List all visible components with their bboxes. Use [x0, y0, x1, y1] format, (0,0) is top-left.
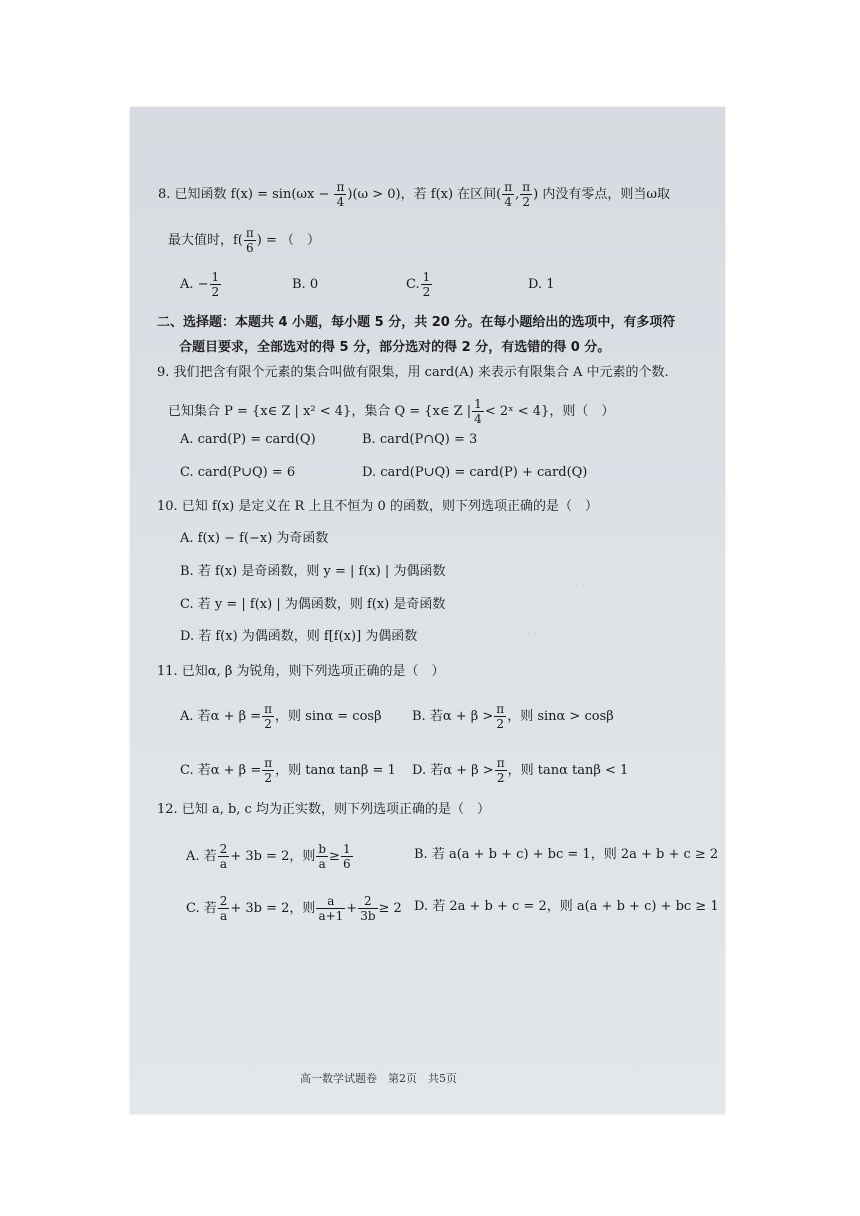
pi-over-2: $\frac{\pi}{2}$ [496, 702, 505, 731]
q9-option-a: A. card(P) = card(Q) [180, 432, 316, 447]
q9-option-c: C. card(P∪Q) = 6 [180, 465, 296, 480]
q8-option-a: A. − $\frac{1}{2}$ [180, 270, 220, 299]
fraction-one-half: $\frac{1}{2}$ [422, 270, 431, 299]
q9-stem: 9. 我们把含有限个元素的集合叫做有限集，用 card(A) 来表示有限集合 A 中元素的个数. [157, 365, 669, 380]
q12-option-d: D. 若 2a + b + c = 2，则 a(a + b + c) + bc ≥ 1 [414, 899, 719, 914]
pi-over-2: $\frac{\pi}{2}$ [496, 756, 505, 785]
q10-option-d: D. 若 f(x) 为偶函数，则 f[f(x)] 为偶函数 [180, 629, 418, 644]
pi-over-6: $\frac{\pi}{6}$ [245, 226, 254, 255]
pi-over-2: $\frac{\pi}{2}$ [264, 756, 273, 785]
fraction-a-over-a-plus-1: $\frac{a}{a+1}$ [318, 894, 344, 923]
section2-heading: 二、选择题：本题共 4 小题，每小题 5 分，共 20 分。在每小题给出的选项中，有多项符 [157, 315, 676, 330]
q12-option-b: B. 若 a(a + b + c) + bc = 1，则 2a + b + c ≥ 2 [414, 847, 719, 862]
q8-option-d: D. 1 [528, 277, 555, 292]
bleed-through: · · · · · · · · [540, 578, 593, 591]
q10-stem: 10. 已知 f(x) 是定义在 R 上且不恒为 0 的函数，则下列选项正确的是（ ） [157, 499, 598, 514]
q11-option-c: C. 若α + β = $\frac{\pi}{2}$ ，则 tanα tanβ = 1 [180, 756, 396, 785]
q10-option-a: A. f(x) − f(−x) 为奇函数 [180, 531, 329, 546]
page-footer: 高一数学试题卷 第2页 共5页 [300, 1072, 457, 1085]
q11-option-b: B. 若α + β > $\frac{\pi}{2}$ ，则 sinα > cosβ [412, 702, 614, 731]
q10-option-c: C. 若 y = | f(x) | 为偶函数，则 f(x) 是奇函数 [180, 597, 446, 612]
fraction-2-over-a: $\frac{2}{a}$ [219, 894, 228, 923]
fraction-2-over-a: $\frac{2}{a}$ [219, 842, 228, 871]
fraction-1-over-6: $\frac{1}{6}$ [342, 842, 351, 871]
pi-over-2: $\frac{\pi}{2}$ [264, 702, 273, 731]
bleed-through: · · · · · · · · [520, 627, 573, 640]
fraction-one-quarter: $\frac{1}{4}$ [474, 397, 482, 426]
pi-over-2: $\frac{\pi}{2}$ [522, 180, 531, 209]
q8-option-b: B. 0 [292, 277, 319, 292]
fraction-one-half: $\frac{1}{2}$ [211, 270, 220, 299]
q12-stem: 12. 已知 a, b, c 均为正实数，则下列选项正确的是（ ） [157, 802, 490, 817]
q12-option-c: C. 若 $\frac{2}{a}$ + 3b = 2，则 $\frac{a}{a+1}$ + $\frac{2}{3b}$ ≥ 2 [186, 894, 402, 923]
fraction-2-over-3b: $\frac{2}{3b}$ [360, 894, 376, 923]
q8-option-c: C. $\frac{1}{2}$ [406, 270, 431, 299]
q10-option-b: B. 若 f(x) 是奇函数，则 y = | f(x) | 为偶函数 [180, 564, 446, 579]
q8-line2: 最大值时，f( $\frac{\pi}{6}$ ) = （ ） [168, 226, 321, 255]
q9-line2: 已知集合 P = {x∈ Z | x² < 4}，集合 Q = {x∈ Z | $\frac{1}{4}$ < 2ˣ < 4}，则（ ） [168, 397, 615, 426]
q11-option-a: A. 若α + β = $\frac{\pi}{2}$ ，则 sinα = cosβ [180, 702, 382, 731]
fraction-b-over-a: $\frac{b}{a}$ [318, 842, 327, 871]
pi-over-4: $\frac{\pi}{4}$ [504, 180, 513, 209]
q9-option-d: D. card(P∪Q) = card(P) + card(Q) [362, 465, 588, 480]
section2-heading-line2: 合题目要求，全部选对的得 5 分，部分选对的得 2 分，有选错的得 0 分。 [179, 340, 611, 355]
q8-stem: 8. 已知函数 f(x) = sin(ωx − $\frac{\pi}{4}$ )(ω > 0)，若 f(x) 在区间( $\frac{\pi}{4}$ , $\frac{\pi}{2}$ ) 内没有零点，则当ω取 [158, 180, 670, 209]
q12-option-a: A. 若 $\frac{2}{a}$ + 3b = 2，则 $\frac{b}{a}$ ≥ $\frac{1}{6}$ [186, 842, 351, 871]
q11-stem: 11. 已知α, β 为锐角，则下列选项正确的是（ ） [157, 664, 445, 679]
q11-option-d: D. 若α + β > $\frac{\pi}{2}$ ，则 tanα tanβ < 1 [412, 756, 629, 785]
q9-option-b: B. card(P∩Q) = 3 [362, 432, 478, 447]
pi-over-4: $\frac{\pi}{4}$ [336, 180, 345, 209]
